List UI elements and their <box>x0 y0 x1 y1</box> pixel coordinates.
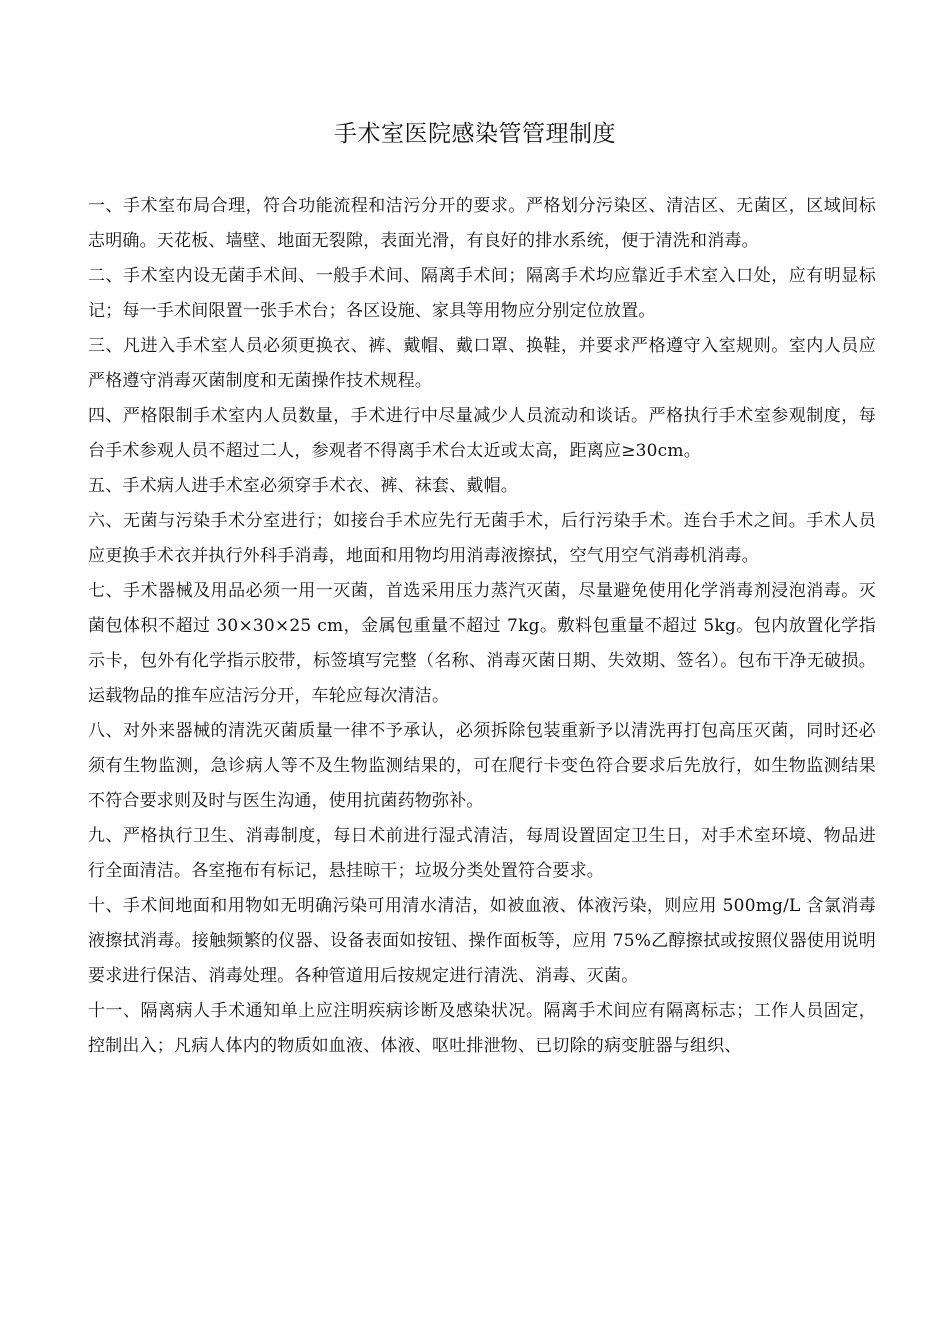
paragraph-5: 五、手术病人进手术室必须穿手术衣、裤、袜套、戴帽。 <box>88 476 518 496</box>
paragraph-4: 四、严格限制手术室内人员数量，手术进行中尽量减少人员流动和谈话。严格执行手术室参观制度，每台手术参观人员不超过二人，参观者不得离手术台太近或太高，距离应≥30cm。 <box>88 406 876 461</box>
paragraph-11: 十一、隔离病人手术通知单上应注明疾病诊断及感染状况。隔离手术间应有隔离标志；工作人员固定，控制出入；凡病人体内的物质如血液、体液、呕吐排泄物、已切除的病变脏器与组织、 <box>88 1001 876 1056</box>
document-title: 手术室医院感染管管理制度 <box>334 121 616 147</box>
paragraph-10: 十、手术间地面和用物如无明确污染可用清水清洁，如被血液、体液污染，则应用 500mg/L 含氯消毒液擦拭消毒。接触频繁的仪器、设备表面如按钮、操作面板等，应用 75%乙醇擦拭或按照仪器使用说明要求进行保洁、消毒处理。各种管道用后按规定进行清洗、消毒、灭菌。 <box>88 896 876 986</box>
paragraph-2: 二、手术室内设无菌手术间、一般手术间、隔离手术间；隔离手术均应靠近手术室入口处，应有明显标记；每一手术间限置一张手术台；各区设施、家具等用物应分别定位放置。 <box>88 266 876 321</box>
paragraph-6: 六、无菌与污染手术分室进行；如接台手术应先行无菌手术，后行污染手术。连台手术之间。手术人员应更换手术衣并执行外科手消毒，地面和用物均用消毒液擦拭，空气用空气消毒机消毒。 <box>88 511 876 566</box>
document-body <box>88 189 876 1064</box>
paragraph-8: 八、对外来器械的清洗灭菌质量一律不予承认，必须拆除包装重新予以清洗再打包高压灭菌，同时还必须有生物监测，急诊病人等不及生物监测结果的，可在爬行卡变色符合要求后先放行，如生物监测结果不符合要求则及时与医生沟通，使用抗菌药物弥补。 <box>88 721 876 811</box>
paragraph-9: 九、严格执行卫生、消毒制度，每日术前进行湿式清洁，每周设置固定卫生日，对手术室环境、物品进行全面清洁。各室拖布有标记，悬挂晾干；垃圾分类处置符合要求。 <box>88 826 876 881</box>
paragraph-3: 三、凡进入手术室人员必须更换衣、裤、戴帽、戴口罩、换鞋，并要求严格遵守入室规则。室内人员应严格遵守消毒灭菌制度和无菌操作技术规程。 <box>88 336 876 391</box>
paragraph-7: 七、手术器械及用品必须一用一灭菌，首选采用压力蒸汽灭菌，尽量避免使用化学消毒剂浸泡消毒。灭菌包体积不超过 30×30×25 cm，金属包重量不超过 7kg。敷料包重量不超过 5kg。包内放置化学指示卡，包外有化学指示胶带，标签填写完整（名称、消毒灭菌日期、失效期、签名）。包布干净无破损。运载物品的推车应洁污分开，车轮应每次清洁。 <box>88 581 876 706</box>
paragraph-1: 一、手术室布局合理，符合功能流程和洁污分开的要求。严格划分污染区、清洁区、无菌区，区域间标志明确。天花板、墙壁、地面无裂隙，表面光滑，有良好的排水系统，便于清洗和消毒。 <box>88 196 876 251</box>
